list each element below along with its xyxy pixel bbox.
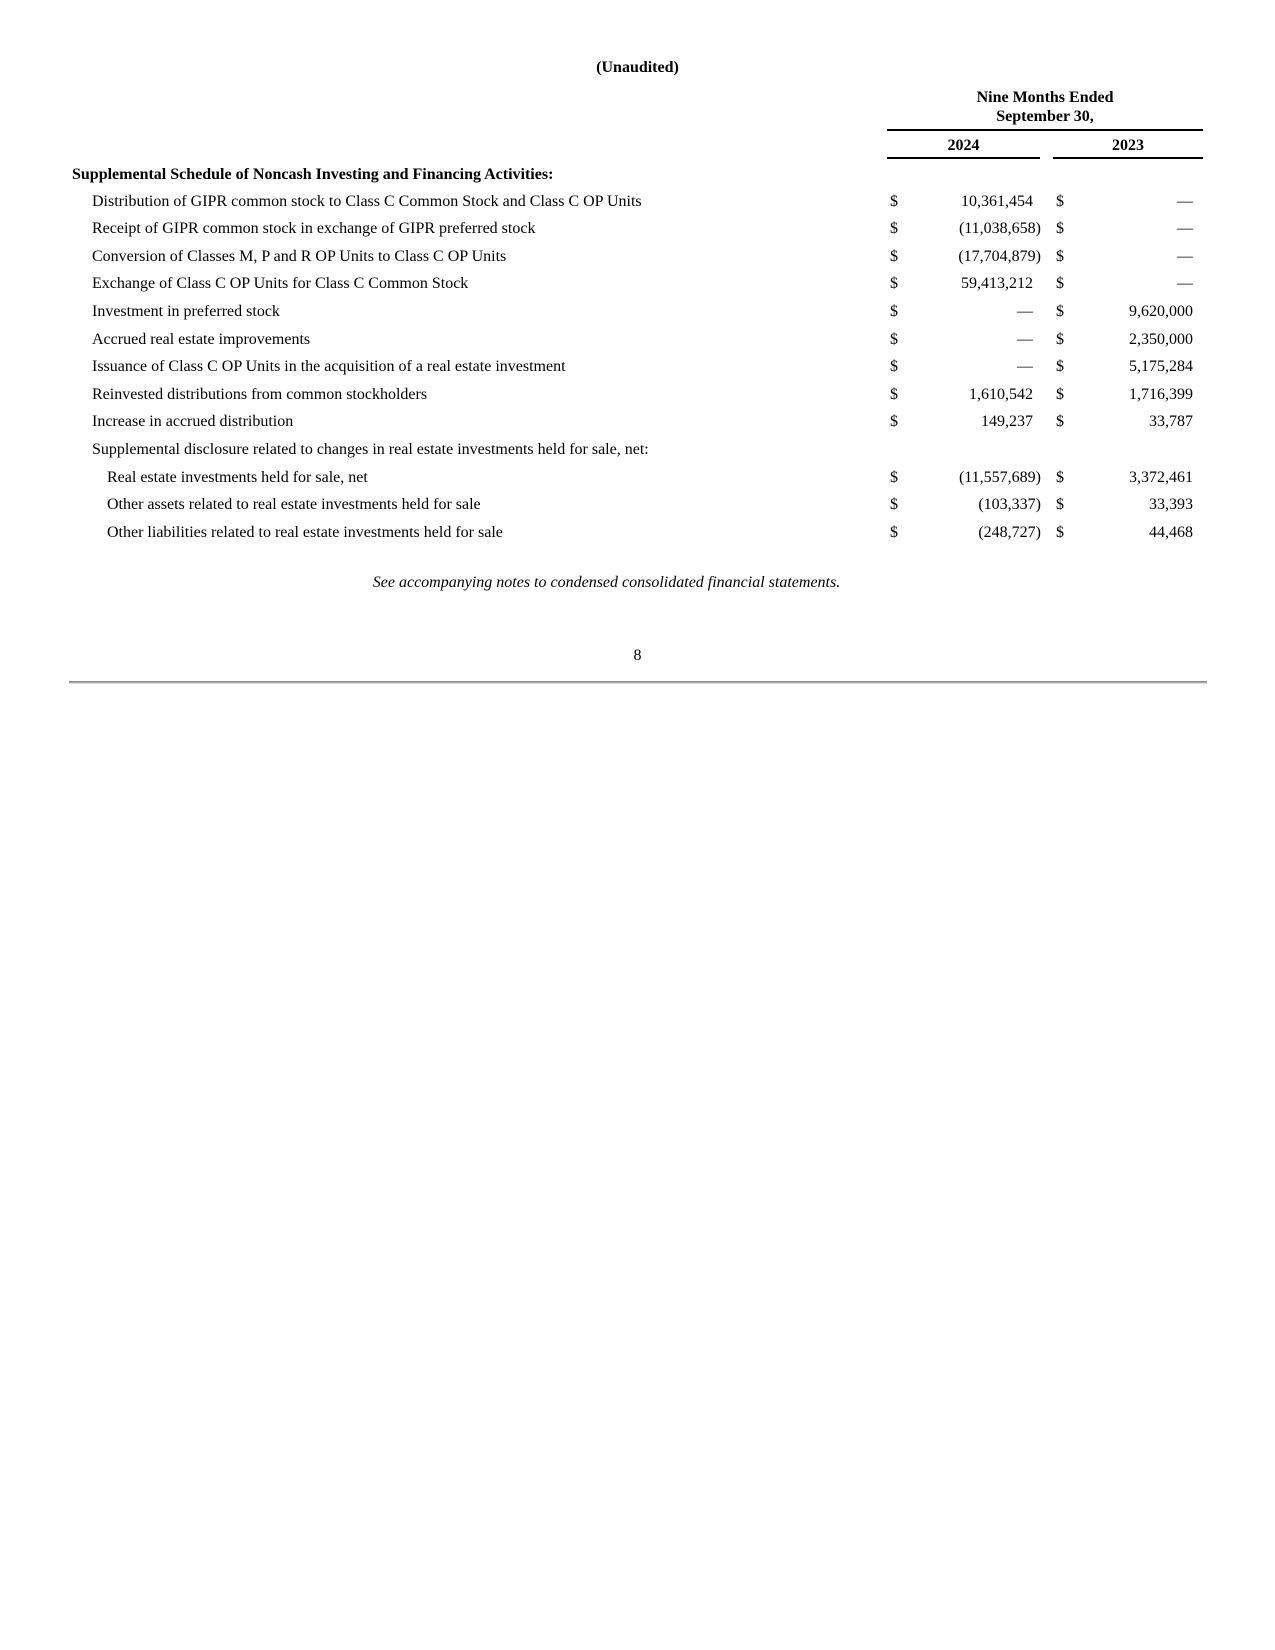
currency-symbol-2023: $ — [1056, 220, 1064, 238]
table-row — [72, 353, 1203, 381]
table-row — [72, 518, 1203, 546]
column-gap — [1040, 353, 1053, 381]
page-content — [0, 59, 1275, 683]
column-gap — [1040, 325, 1053, 353]
currency-symbol-2024: $ — [890, 302, 898, 320]
page-number: 8 — [633, 646, 642, 664]
year-column-2024: 2024 — [887, 130, 1040, 158]
section-header-row — [72, 158, 1203, 187]
row-label: Conversion of Classes M, P and R OP Units to Class C OP Units — [92, 247, 507, 265]
table-row — [72, 270, 1203, 298]
table-row — [72, 408, 1203, 436]
section-header: Supplemental Schedule of Noncash Investing and Financing Activities: — [72, 166, 554, 183]
currency-symbol-2023 — [1053, 435, 1081, 463]
currency-symbol-2024: $ — [890, 468, 898, 486]
column-gap — [1040, 491, 1053, 519]
column-gap — [1040, 270, 1053, 298]
currency-symbol-2024: $ — [890, 385, 898, 403]
value-2023: 3,372,461 — [1129, 468, 1194, 486]
currency-symbol-2023: $ — [1056, 385, 1064, 403]
currency-symbol-2024 — [887, 435, 915, 463]
value-2024: 149,237 — [981, 413, 1033, 431]
value-2024: (11,557,689) — [958, 468, 1041, 486]
value-2023: 33,787 — [1149, 413, 1194, 431]
table-row — [72, 242, 1203, 270]
currency-symbol-2023: $ — [1056, 358, 1064, 376]
column-gap — [1040, 463, 1053, 491]
column-gap — [1040, 380, 1053, 408]
value-2024: (103,337) — [978, 496, 1041, 514]
currency-symbol-2023: $ — [1056, 302, 1064, 320]
year-header-row — [72, 130, 1203, 158]
currency-symbol-2024: $ — [890, 220, 898, 238]
value-2024: (11,038,658) — [958, 220, 1041, 238]
currency-symbol-2024: $ — [890, 247, 898, 265]
currency-symbol-2023: $ — [1056, 468, 1064, 486]
column-gap — [1040, 297, 1053, 325]
value-2023: 2,350,000 — [1129, 330, 1194, 348]
row-label: Investment in preferred stock — [92, 302, 280, 320]
row-label: Issuance of Class C OP Units in the acquisition of a real estate investment — [92, 358, 566, 376]
value-2023: — — [1177, 275, 1194, 293]
row-label: Receipt of GIPR common stock in exchange of GIPR preferred stock — [92, 220, 536, 238]
row-label: Exchange of Class C OP Units for Class C Common Stock — [92, 275, 469, 293]
currency-symbol-2023: $ — [1056, 413, 1064, 431]
row-label: Increase in accrued distribution — [92, 413, 294, 431]
table-row — [72, 463, 1203, 491]
row-label: Accrued real estate improvements — [92, 330, 311, 348]
period-header — [887, 88, 1203, 130]
table-row — [72, 325, 1203, 353]
row-label: Real estate investments held for sale, net — [107, 468, 368, 486]
value-2024: — — [1017, 302, 1033, 320]
currency-symbol-2024: $ — [890, 330, 898, 348]
table-row — [72, 187, 1203, 215]
currency-symbol-2024: $ — [890, 358, 898, 376]
table-row — [72, 297, 1203, 325]
table-row — [72, 380, 1203, 408]
value-2024 — [915, 435, 1040, 463]
value-2023: 33,393 — [1149, 496, 1194, 514]
row-label: Distribution of GIPR common stock to Class C Common Stock and Class C OP Units — [92, 192, 642, 210]
currency-symbol-2023: $ — [1056, 330, 1064, 348]
value-2023: — — [1177, 247, 1194, 265]
value-2023 — [1081, 435, 1203, 463]
value-2024: 1,610,542 — [969, 385, 1033, 403]
value-2024: (17,704,879) — [958, 247, 1041, 265]
value-2024: — — [1017, 358, 1033, 376]
value-2023: 1,716,399 — [1129, 385, 1194, 403]
period-header-line1: Nine Months Ended — [976, 89, 1114, 106]
currency-symbol-2023: $ — [1056, 192, 1064, 210]
table-row — [72, 435, 1203, 463]
value-2023: 9,620,000 — [1129, 302, 1194, 320]
empty-cell — [72, 130, 887, 158]
value-2023: 5,175,284 — [1129, 358, 1194, 376]
value-2023: 44,468 — [1149, 523, 1194, 541]
column-gap — [1040, 518, 1053, 546]
year-column-2023: 2023 — [1053, 130, 1203, 158]
column-gap — [1040, 130, 1053, 158]
unaudited-heading: (Unaudited) — [596, 59, 679, 76]
currency-symbol-2023: $ — [1056, 247, 1064, 265]
currency-symbol-2024: $ — [890, 192, 898, 210]
value-2024: (248,727) — [978, 523, 1041, 541]
value-2024: 10,361,454 — [961, 192, 1033, 210]
table-row — [72, 215, 1203, 243]
empty-cell — [72, 88, 887, 130]
currency-symbol-2024: $ — [890, 275, 898, 293]
column-gap — [1040, 215, 1053, 243]
row-label: Reinvested distributions from common stockholders — [92, 385, 428, 403]
currency-symbol-2024: $ — [890, 523, 898, 541]
table-body — [72, 88, 1203, 546]
currency-symbol-2024: $ — [890, 413, 898, 431]
page-separator-rule — [69, 681, 1207, 683]
noncash-activities-table — [72, 88, 1203, 546]
currency-symbol-2024: $ — [890, 496, 898, 514]
period-header-line2: September 30, — [996, 108, 1094, 125]
value-2023: — — [1177, 192, 1194, 210]
column-gap — [1040, 435, 1053, 463]
value-2024: — — [1017, 330, 1033, 348]
currency-symbol-2023: $ — [1056, 275, 1064, 293]
accompanying-notes-text: See accompanying notes to condensed consolidated financial statements. — [372, 573, 841, 591]
table-row — [72, 491, 1203, 519]
currency-symbol-2023: $ — [1056, 496, 1064, 514]
row-label: Other liabilities related to real estate investments held for sale — [107, 523, 503, 541]
value-2024: 59,413,212 — [961, 275, 1033, 293]
row-label: Supplemental disclosure related to changes in real estate investments held for sale, net: — [92, 440, 649, 458]
column-gap — [1040, 187, 1053, 215]
currency-symbol-2023: $ — [1056, 523, 1064, 541]
row-label: Other assets related to real estate investments held for sale — [107, 496, 481, 514]
column-gap — [1040, 408, 1053, 436]
period-header-row — [72, 88, 1203, 130]
value-2023: — — [1177, 220, 1194, 238]
column-gap — [1040, 242, 1053, 270]
